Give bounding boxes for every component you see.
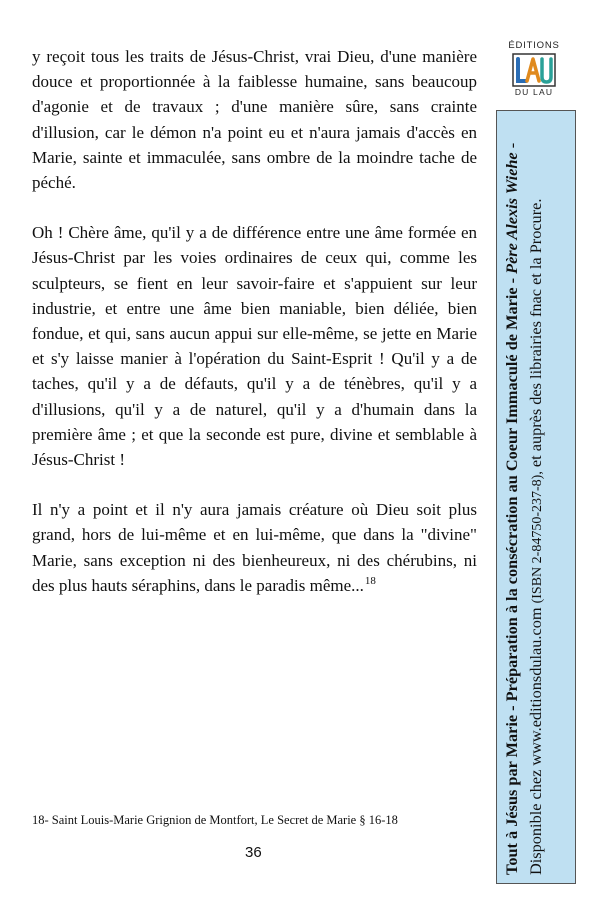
logo-bottom-word: DU LAU [514,87,554,97]
lau-logo-mark [512,53,556,87]
book-title: Tout à Jésus par Marie - Préparation à la consécration au Coeur Immaculé de Marie - [502,277,521,875]
paragraph [32,497,477,598]
footnote: 18- Saint Louis-Marie Grignion de Montfort, Le Secret de Marie § 16-18 [32,813,398,827]
book-info-band [496,110,576,884]
footnote-reference[interactable]: 18 [364,574,376,587]
publisher-logo [503,40,565,100]
availability-text: - Disponible chez www.editionsdulau.com [502,142,545,875]
paragraph: y reçoit tous les traits de Jésus-Christ, vrai Dieu, d'une manière douce et proportionnée à la faiblesse humaine, sans beaucoup d'agonie et de travaux ; d'une manière sûre, sans crainte d'illusion, car le démon n'a point eu et n'aura jamais d'accès en Marie, sainte et immaculée, sans ombre de la moindre tache de péché. [32,47,477,193]
book-info-text [497,111,576,884]
paragraph-text: Il n'y a point et il n'y aura jamais créature où Dieu soit plus grand, hors de lui-même et en lui-même, que dans la "divine" Marie, sans exception ni des bienheureux, ni des chérubins, ni des plus hauts séraphins, dans le paradis même... [32,500,477,595]
page-number: 36 [245,844,262,861]
logo-top-word: ÉDITIONS [508,40,560,51]
book-author: Père Alexis Wiehe [502,152,521,274]
isbn: (ISBN 2-84750-237-8), [529,471,545,604]
page-body [32,44,477,598]
availability-end: et auprès des librairies fnac et la Procure. [525,198,545,472]
paragraph: Oh ! Chère âme, qu'il y a de différence entre une âme formée en Jésus-Christ par les voies ordinaires de ceux qui, comme les sculpteurs, se fient en leur savoir-faire et s'appuient sur leur industrie, et entre une âme bien maniable, bien déliée, bien fondue, et qui, sans aucun appui sur elle-même, se jette en Marie et s'y laisse manier à l'opération du Saint-Esprit ! Qu'il y a de taches, qu'il y a de défauts, qu'il y a de ténèbres, qu'il y a d'illusions, qu'il y a de naturel, qu'il y a d'humain dans la première âme ; et que la seconde est pure, divine et semblable à Jésus-Christ ! [32,223,477,470]
